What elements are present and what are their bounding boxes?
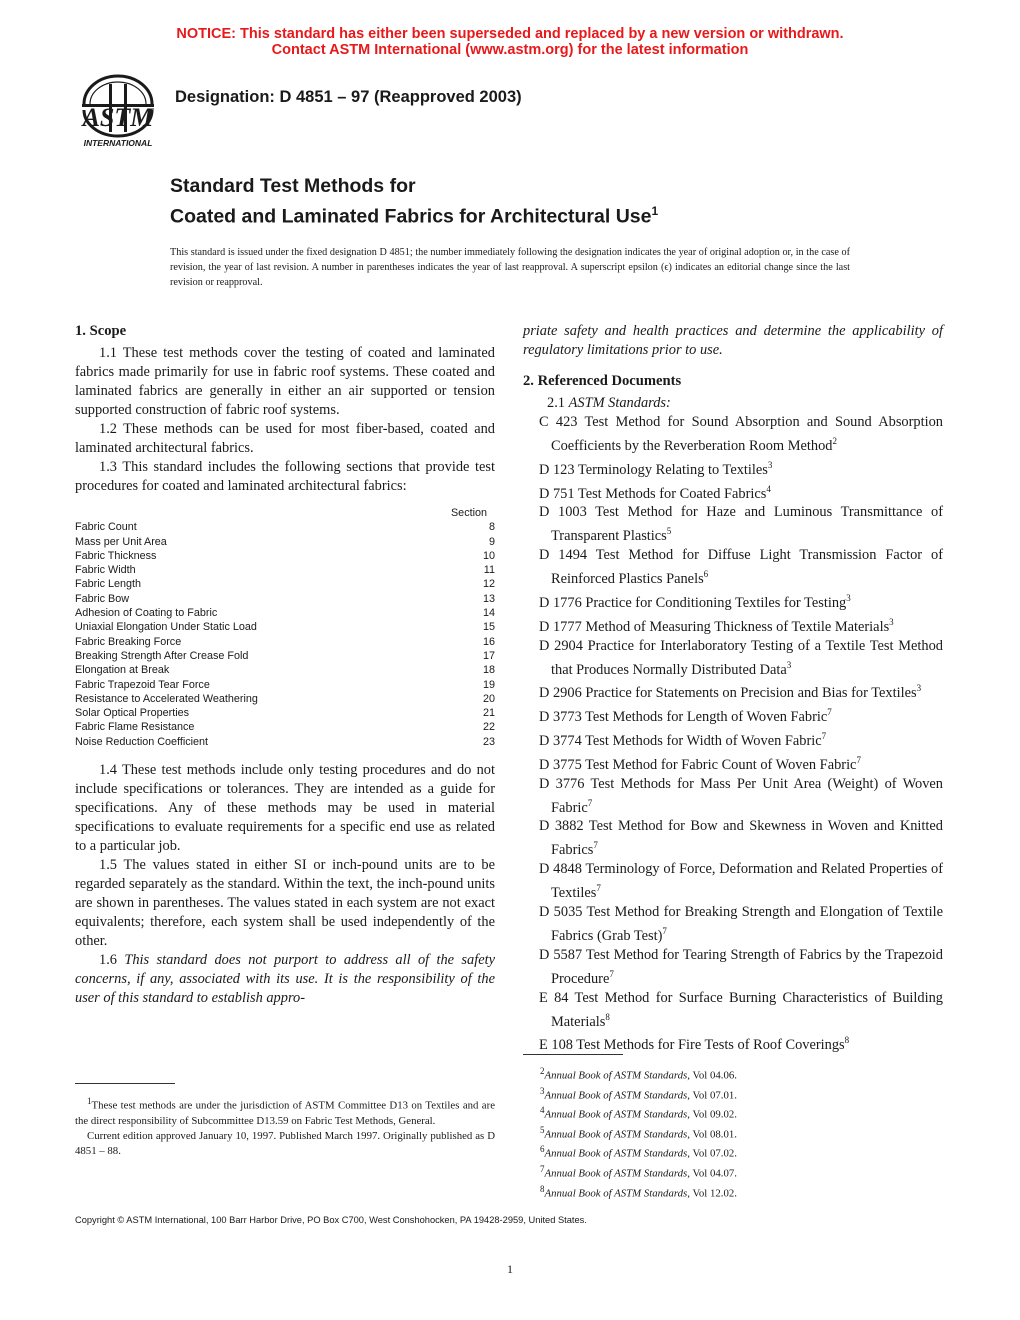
- list-item: [523, 751, 943, 775]
- section-number: 13: [482, 592, 495, 605]
- reference-list: [523, 413, 943, 1055]
- document-title: [170, 174, 658, 230]
- footnote: [540, 1064, 940, 1084]
- logo-letters: ASTM: [82, 103, 154, 132]
- paragraph-1-6-text: This standard does not purport to address all of the safety concerns, if any, associated with its use. It is the responsibility of the user of this standard to establish appro-: [75, 952, 495, 1007]
- footnote-book: Annual Book of ASTM Standards: [544, 1128, 688, 1141]
- section-number: 11: [483, 564, 495, 577]
- reference-text: C 423 Test Method for Sound Absorption and Sound Absorption Coefficients by the Reverberation Room Method: [539, 414, 943, 454]
- table-row: [75, 606, 495, 620]
- section-number: 20: [482, 692, 495, 705]
- section-name: Adhesion of Coating to Fabric: [75, 607, 218, 620]
- section-number: 10: [482, 549, 495, 562]
- reference-text: E 108 Test Methods for Fire Tests of Roof Coverings: [539, 1037, 845, 1054]
- list-item: [523, 503, 943, 546]
- reference-footnote-mark: 3: [889, 616, 894, 627]
- reference-footnote-mark: 8: [844, 1035, 850, 1046]
- section-name: Fabric Length: [75, 578, 142, 591]
- withdrawal-notice: [0, 26, 1020, 58]
- footnote-volume: , Vol 07.02.: [687, 1147, 737, 1160]
- list-item: [523, 775, 943, 818]
- footnotes-right: [540, 1064, 940, 1201]
- reference-footnote-mark: 7: [596, 883, 601, 894]
- reference-text: D 1777 Method of Measuring Thickness of Textile Materials: [539, 618, 890, 635]
- footnote-1-mark: 1: [87, 1096, 92, 1106]
- reference-footnote-mark: 3: [846, 592, 851, 603]
- table-row: [75, 520, 495, 534]
- title-line-2: [170, 199, 658, 230]
- footnote: [540, 1103, 940, 1123]
- reference-text: D 3774 Test Methods for Width of Woven Fabric: [539, 732, 822, 749]
- reference-footnote-mark: 6: [703, 569, 709, 580]
- footnote-book: Annual Book of ASTM Standards: [544, 1069, 688, 1082]
- section-number: 21: [482, 707, 495, 720]
- reference-text: D 5035 Test Method for Breaking Strength and Elongation of Textile Fabrics (Grab Test): [539, 903, 943, 944]
- section-name: Fabric Breaking Force: [75, 635, 182, 648]
- copyright: Copyright © ASTM International, 100 Barr Harbor Drive, PO Box C700, West Conshohocken, PA 19428-2959, United States.: [75, 1215, 587, 1225]
- table-row: [75, 706, 495, 720]
- reference-footnote-mark: 3: [767, 459, 773, 470]
- footnote-mark: 3: [540, 1085, 545, 1096]
- reference-text: E 84 Test Method for Surface Burning Characteristics of Building Materials: [539, 989, 943, 1030]
- title-line-2-text: Coated and Laminated Fabrics for Architectural Use: [170, 205, 652, 228]
- table-row: [75, 563, 495, 577]
- section-number: 17: [482, 649, 495, 662]
- list-item: [523, 613, 943, 637]
- section-number: 18: [482, 664, 495, 677]
- footnote-volume: , Vol 09.02.: [687, 1108, 737, 1121]
- paragraph-1-6: [75, 951, 495, 1008]
- list-item: [523, 637, 943, 680]
- section-number: 8: [488, 521, 495, 534]
- astm-logo-icon: [76, 74, 160, 150]
- footnote-1-edition: Current edition approved January 10, 1997. Published March 1997. Originally published as D 4851 – 88.: [75, 1129, 495, 1157]
- reference-footnote-mark: 8: [605, 1011, 610, 1022]
- section-name: Fabric Width: [75, 564, 136, 577]
- footnote-mark: 5: [540, 1124, 545, 1135]
- left-column: [75, 322, 495, 1008]
- table-row: [75, 535, 495, 549]
- footnote: [540, 1123, 940, 1143]
- reference-text: D 4848 Terminology of Force, Deformation and Related Properties of Textiles: [539, 861, 943, 901]
- footnotes-left: [75, 1094, 495, 1159]
- table-row: [75, 620, 495, 634]
- reference-footnote-mark: 7: [593, 840, 598, 851]
- section-number: 22: [482, 721, 495, 734]
- reference-text: D 2906 Practice for Statements on Precision and Bias for Textiles: [539, 685, 917, 702]
- reference-text: D 1776 Practice for Conditioning Textiles for Testing: [539, 594, 847, 611]
- reference-text: D 3775 Test Method for Fabric Count of Woven Fabric: [539, 756, 857, 773]
- section-number: 15: [482, 621, 495, 634]
- table-row: [75, 735, 495, 749]
- section-name: Noise Reduction Coefficient: [75, 735, 209, 748]
- footnote-mark: 7: [540, 1163, 545, 1174]
- footnote-book: Annual Book of ASTM Standards: [544, 1187, 688, 1200]
- section-name: Mass per Unit Area: [75, 535, 167, 548]
- paragraph-1-6-continued-text: priate safety and health practices and determine the applicability of regulatory limitations prior to use.: [523, 323, 943, 358]
- section-name: Fabric Count: [75, 521, 137, 534]
- section-number: 23: [482, 735, 495, 748]
- footnote-rule-left: [75, 1083, 175, 1084]
- reference-text: D 3882 Test Method for Bow and Skewness in Woven and Knitted Fabrics: [539, 818, 943, 859]
- list-item: [523, 589, 943, 613]
- reference-footnote-mark: 5: [666, 526, 672, 537]
- section-name: Fabric Trapezoid Tear Force: [75, 678, 210, 691]
- reference-footnote-mark: 7: [856, 754, 861, 765]
- reference-footnote-mark: 7: [609, 968, 614, 979]
- footnote-rule-right: [523, 1054, 623, 1055]
- table-row: [75, 592, 495, 606]
- refdocs-sub: [523, 394, 943, 413]
- footnote-mark: 8: [540, 1183, 545, 1194]
- section-name: Fabric Thickness: [75, 549, 157, 562]
- reference-text: D 1003 Test Method for Haze and Luminous Transmittance of Transparent Plastics: [539, 504, 943, 545]
- list-item: [523, 903, 943, 946]
- section-number: 16: [482, 635, 495, 648]
- footnote-volume: , Vol 12.02.: [687, 1187, 737, 1200]
- footnote-volume: , Vol 04.06.: [687, 1069, 737, 1082]
- paragraph-1-1: 1.1 These test methods cover the testing of coated and laminated fabrics made primarily for use in fabric roof systems. These coated and laminated fabrics are generally in either an air supported or tension supported construction of fabric roof systems.: [75, 345, 495, 418]
- reference-footnote-mark: 2: [832, 436, 837, 446]
- table-row: [75, 720, 495, 734]
- table-row: [75, 549, 495, 563]
- paragraph-1-6-continued: [523, 322, 943, 360]
- section-table-rows: [75, 520, 495, 749]
- logo-text: INTERNATIONAL: [83, 138, 153, 148]
- reference-text: D 2904 Practice for Interlaboratory Testing of a Textile Test Method that Produces Normally Distributed Data: [539, 637, 943, 678]
- footnote-mark: 4: [540, 1105, 545, 1116]
- footnote-book: Annual Book of ASTM Standards: [544, 1147, 688, 1160]
- footnote-volume: , Vol 07.01.: [687, 1089, 737, 1102]
- paragraph-1-2: 1.2 These methods can be used for most fiber-based, coated and laminated architectural fabrics.: [75, 421, 495, 456]
- list-item: [523, 413, 943, 456]
- reference-footnote-mark: 4: [766, 483, 771, 494]
- section-number: 12: [482, 578, 495, 591]
- designation: Designation: D 4851 – 97 (Reapproved 2003): [175, 88, 522, 106]
- reference-footnote-mark: 3: [916, 683, 922, 694]
- footnote-mark: 6: [540, 1144, 545, 1155]
- reference-footnote-mark: 7: [821, 730, 827, 741]
- scope-heading: 1. Scope: [75, 323, 127, 339]
- section-name: Fabric Flame Resistance: [75, 721, 195, 734]
- section-name: Resistance to Accelerated Weathering: [75, 692, 258, 705]
- reference-text: D 751 Test Methods for Coated Fabrics: [539, 485, 767, 502]
- table-row: [75, 635, 495, 649]
- paragraph-1-6-number: 1.6: [99, 952, 125, 969]
- section-number: 19: [482, 678, 495, 691]
- reference-footnote-mark: 7: [662, 925, 667, 936]
- reference-footnote-mark: 3: [786, 659, 792, 670]
- list-item: [523, 727, 943, 751]
- footnote-book: Annual Book of ASTM Standards: [544, 1108, 688, 1121]
- list-item: [523, 546, 943, 589]
- section-number: 14: [482, 607, 495, 620]
- title-footnote-mark: 1: [651, 204, 659, 218]
- section-name: Breaking Strength After Crease Fold: [75, 649, 249, 662]
- title-line-1: Standard Test Methods for: [170, 175, 416, 197]
- list-item: [523, 679, 943, 703]
- footnote: [540, 1142, 940, 1162]
- footnote-book: Annual Book of ASTM Standards: [544, 1167, 688, 1180]
- list-item: [523, 456, 943, 480]
- section-name: Solar Optical Properties: [75, 707, 190, 720]
- paragraph-1-3: 1.3 This standard includes the following sections that provide test procedures for coated and laminated architectural fabrics:: [75, 459, 495, 494]
- footnote: [540, 1182, 940, 1202]
- reference-footnote-mark: 7: [587, 797, 593, 808]
- list-item: [523, 703, 943, 727]
- section-name: Elongation at Break: [75, 664, 170, 677]
- refdocs-sub-title: ASTM Standards:: [568, 395, 671, 411]
- notice-line-1: NOTICE: This standard has either been superseded and replaced by a new version or withdrawn.: [176, 26, 844, 42]
- page-number: 1: [507, 1262, 513, 1276]
- refdocs-sub-number: 2.1: [547, 395, 569, 411]
- footnote-book: Annual Book of ASTM Standards: [544, 1089, 688, 1102]
- section-number: 9: [488, 535, 495, 548]
- section-name: Uniaxial Elongation Under Static Load: [75, 621, 257, 634]
- footnote: [540, 1084, 940, 1104]
- list-item: [523, 860, 943, 903]
- table-row: [75, 663, 495, 677]
- table-row: [75, 678, 495, 692]
- paragraph-1-4: 1.4 These test methods include only testing procedures and do not include specifications or tolerances. They are intended as a guide for specifications. Any of these methods may be used in material specifications to evaluate requirements for a specific end use as related to a particular job.: [75, 762, 495, 855]
- footnote-volume: , Vol 04.07.: [687, 1167, 737, 1180]
- right-column: [523, 322, 943, 1055]
- reference-text: D 3773 Test Methods for Length of Woven Fabric: [539, 708, 828, 725]
- preamble: This standard is issued under the fixed designation D 4851; the number immediately following the designation indicates the year of original adoption or, in the case of revision, the year of last revision. A number in parentheses indicates the year of last reapproval. A superscript epsilon (ϵ) indicates an editorial change since the last revision or reapproval.: [170, 247, 850, 288]
- list-item: [523, 480, 943, 504]
- refdocs-heading: 2. Referenced Documents: [523, 373, 682, 389]
- list-item: [523, 817, 943, 860]
- list-item: [523, 946, 943, 989]
- section-table-header: Section: [450, 507, 487, 519]
- section-table: [75, 506, 495, 749]
- list-item: [523, 1031, 943, 1055]
- table-row: [75, 649, 495, 663]
- notice-line-2: Contact ASTM International (www.astm.org) for the latest information: [271, 42, 749, 58]
- reference-text: D 1494 Test Method for Diffuse Light Transmission Factor of Reinforced Plastics Panels: [539, 547, 943, 587]
- paragraph-1-5: 1.5 The values stated in either SI or inch-pound units are to be regarded separately as the standard. Within the text, the inch-pound units are shown in parentheses. The values stated in each system are not exact equivalents; therefore, each system shall be used independently of the other.: [75, 857, 495, 950]
- footnote-1: [75, 1094, 495, 1129]
- list-item: [523, 989, 943, 1032]
- reference-footnote-mark: 7: [827, 707, 832, 718]
- section-name: Fabric Bow: [75, 592, 130, 605]
- footnote: [540, 1162, 940, 1182]
- footnote-1-text: These test methods are under the jurisdiction of ASTM Committee D13 on Textiles and are the direct responsibility of Subcommittee D13.59 on Fabric Test Methods, General.: [75, 1099, 495, 1127]
- footnote-volume: , Vol 08.01.: [687, 1128, 737, 1141]
- table-row: [75, 692, 495, 706]
- reference-text: D 3776 Test Methods for Mass Per Unit Area (Weight) of Woven Fabric: [539, 775, 943, 816]
- table-row: [75, 577, 495, 591]
- footnote-mark: 2: [540, 1066, 545, 1076]
- reference-text: D 5587 Test Method for Tearing Strength of Fabrics by the Trapezoid Procedure: [539, 946, 943, 987]
- reference-text: D 123 Terminology Relating to Textiles: [539, 461, 768, 478]
